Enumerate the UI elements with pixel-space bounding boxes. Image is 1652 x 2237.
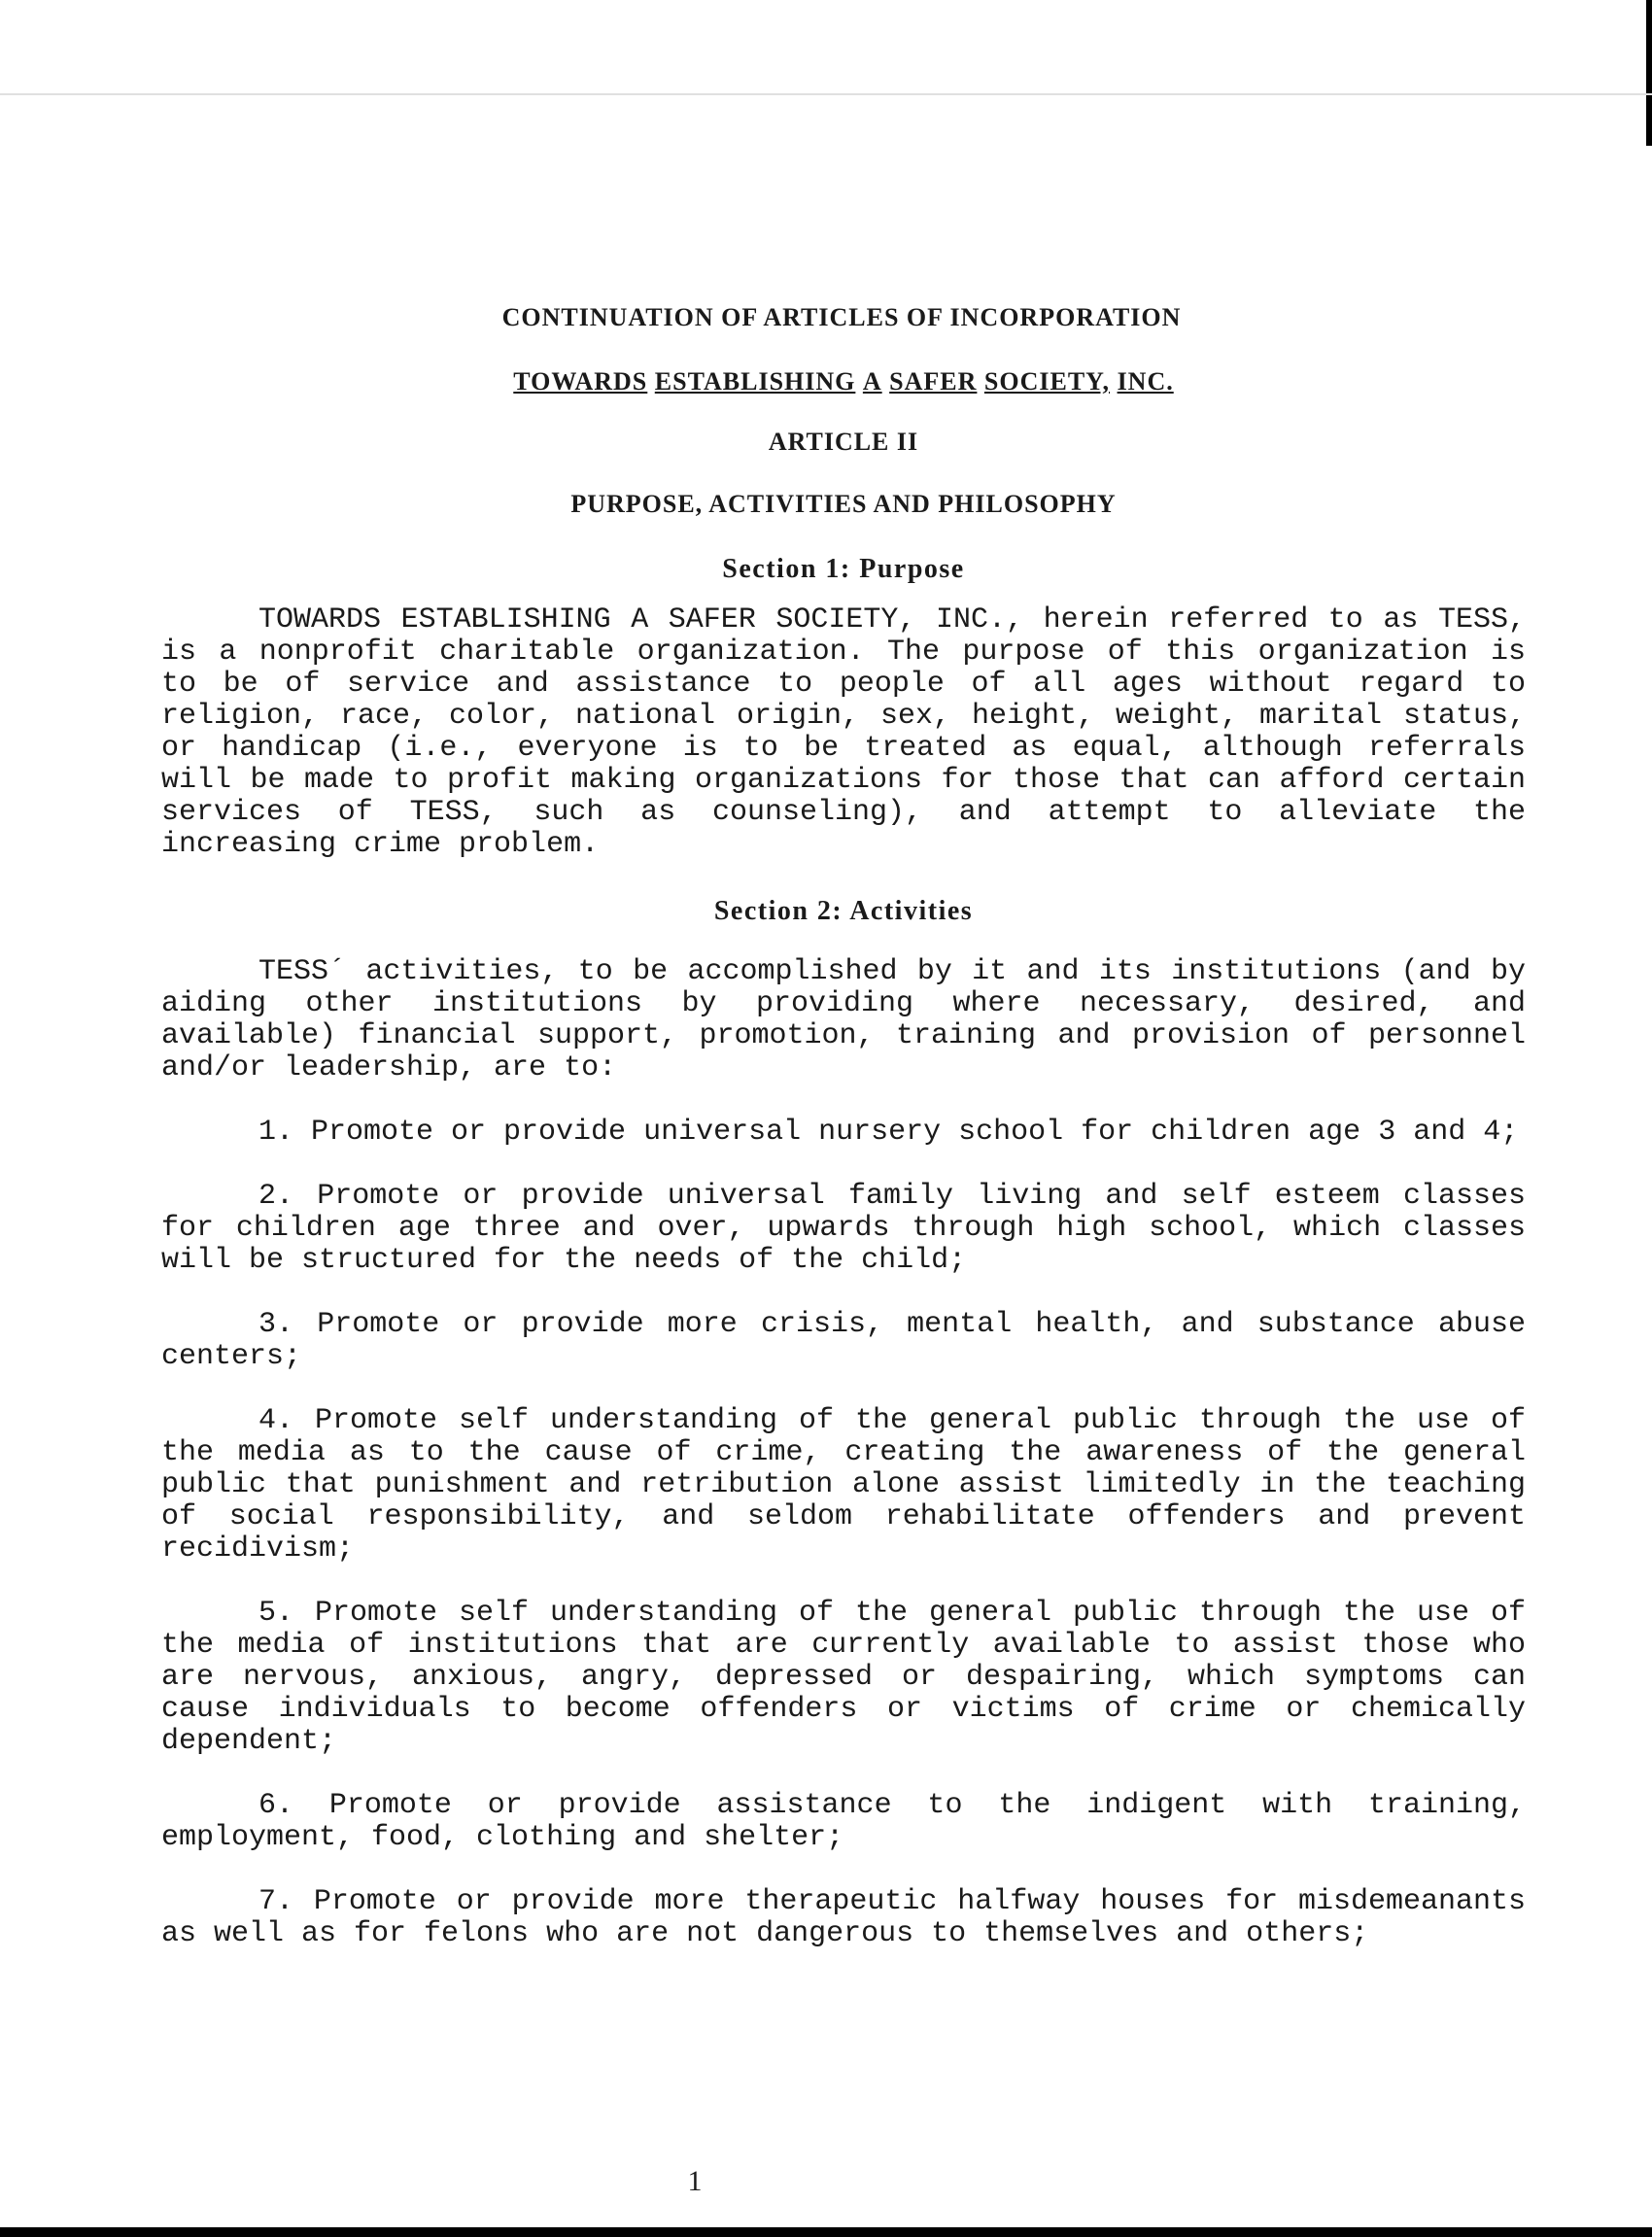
organization-name (161, 367, 1526, 396)
activity-item-4: 4. Promote self understanding of the general public through the use of the media as to the cause of crime, creating the awareness of the general public that punishment and retribution alone assist limitedly in the teaching of social responsibility, and seldom rehabilitate offenders and prevent recidivism; (161, 1404, 1526, 1566)
document-page (161, 303, 1526, 1950)
org-name-word: ESTABLISHING (654, 367, 856, 396)
activity-item-2: 2. Promote or provide universal family living and self esteem classes for children age three and over, upwards through high school, which classes will be structured for the needs of the child; (161, 1180, 1526, 1277)
org-name-word: INC. (1117, 367, 1174, 396)
purpose-paragraph: TOWARDS ESTABLISHING A SAFER SOCIETY, INC., herein referred to as TESS, is a nonprofit charitable organization. The purpose of this organization is to be of service and assistance to people of all ages without regard to religion, race, color, national origin, sex, height, weight, marital status, or handicap (i.e., everyone is to be treated as equal, although referrals will be made to profit making organizations for those that can afford certain services of TESS, such as counseling), and attempt to alleviate the increasing crime problem. (161, 603, 1526, 861)
scan-edge-right (1646, 0, 1652, 146)
org-name-word: A (862, 367, 882, 396)
scan-edge-bottom (0, 2227, 1652, 2237)
page-number: 1 (687, 2165, 703, 2197)
scan-edge-top (0, 93, 1652, 95)
section-1-heading: Section 1: Purpose (722, 554, 965, 584)
activities-intro-paragraph: TESS´ activities, to be accomplished by it and its institutions (and by aiding other institutions by providing where necessary, desired, and available) financial support, promotion, training and provision of personnel and/or leadership, are to: (161, 955, 1526, 1084)
org-name-word: SAFER (889, 367, 978, 396)
article-number: ARTICLE II (768, 428, 919, 456)
org-name-word: TOWARDS (513, 367, 648, 396)
document-header-title: CONTINUATION OF ARTICLES OF INCORPORATION (501, 303, 1182, 331)
activity-item-5: 5. Promote self understanding of the general public through the use of the media of institutions that are currently available to assist those who are nervous, anxious, angry, depressed or despairing, which symptoms can cause individuals to become offenders or victims of crime or chemically dependent; (161, 1597, 1526, 1758)
activity-item-6: 6. Promote or provide assistance to the indigent with training, employment, food, clothing and shelter; (161, 1789, 1526, 1854)
article-title: PURPOSE, ACTIVITIES AND PHILOSOPHY (570, 490, 1117, 518)
section-2-heading: Section 2: Activities (713, 896, 974, 926)
org-name-word: SOCIETY, (983, 367, 1111, 396)
activity-item-3: 3. Promote or provide more crisis, mental health, and substance abuse centers; (161, 1308, 1526, 1373)
activity-item-1: 1. Promote or provide universal nursery school for children age 3 and 4; (258, 1116, 1519, 1149)
activity-item-7: 7. Promote or provide more therapeutic halfway houses for misdemeanants as well as for felons who are not dangerous to themselves and others; (161, 1885, 1526, 1950)
